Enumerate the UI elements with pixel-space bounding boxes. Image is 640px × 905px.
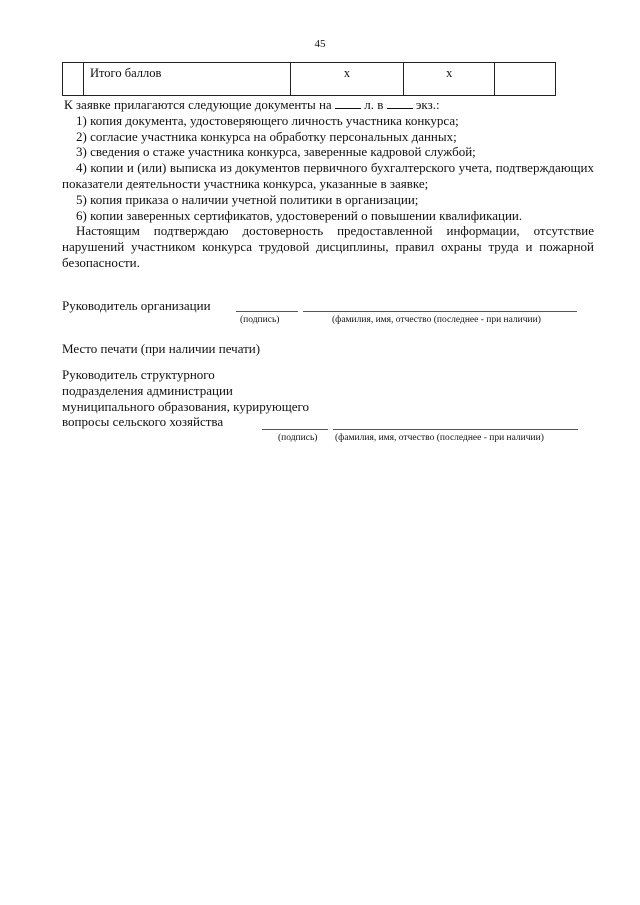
documents-intro-mid: л. в <box>364 97 384 112</box>
document-item: 6) копии заверенных сертификатов, удостоверений о повышении квалификации. <box>76 207 523 223</box>
signature1-name-line <box>303 311 577 312</box>
signature2-label-line: муниципального образования, курирующего <box>62 398 310 414</box>
documents-intro <box>62 97 594 113</box>
signature1-caption-signature: (подпись) <box>240 315 280 325</box>
table-cell-x: х <box>404 63 495 96</box>
signature1-label: Руководитель организации <box>62 298 211 313</box>
table-cell-x: х <box>290 63 404 96</box>
signature2-label <box>62 367 309 430</box>
signature1-caption-name: (фамилия, имя, отчество (последнее - при наличии) <box>332 315 541 325</box>
document-item: 2) согласие участника конкурса на обработку персональных данных; <box>76 128 457 144</box>
signature2-label-line: Руководитель структурного <box>62 367 215 382</box>
signature2-caption-signature: (подпись) <box>278 433 318 443</box>
signature2-caption-name: (фамилия, имя, отчество (последнее - при наличии) <box>335 433 544 443</box>
table-cell-empty <box>495 63 556 96</box>
signature1-sign-line <box>236 311 298 312</box>
document-item: 1) копия документа, удостоверяющего личность участника конкурса; <box>76 112 459 128</box>
document-item: 4) копии и (или) выписка из документов первичного бухгалтерского учета, подтверждающих показатели деятельности участника конкурса, указанные в заявке; <box>62 160 594 191</box>
signature2-sign-line <box>262 429 328 430</box>
documents-intro-end: экз.: <box>415 97 440 112</box>
signature2-label-line: подразделения администрации <box>62 382 233 398</box>
summary-table <box>62 62 556 96</box>
documents-section <box>62 97 594 271</box>
document-item: 3) сведения о стаже участника конкурса, заверенные кадровой службой; <box>76 144 476 160</box>
seal-note: Место печати (при наличии печати) <box>62 341 261 356</box>
signature2-label-line: вопросы сельского хозяйства <box>62 414 224 430</box>
pages-blank <box>335 98 361 109</box>
table-cell-total-label: Итого баллов <box>83 63 290 96</box>
signature2-name-line <box>333 429 578 430</box>
confirmation-text: Настоящим подтверждаю достоверность предоставленной информации, отсутствие нарушений участником конкурса трудовой дисциплины, правил охраны труда и пожарной безопасности. <box>62 223 594 270</box>
page-number: 45 <box>314 38 326 50</box>
table-row <box>63 63 556 96</box>
copies-blank <box>387 98 413 109</box>
document-item: 5) копия приказа о наличии учетной политики в организации; <box>76 191 419 207</box>
documents-intro-start: К заявке прилагаются следующие документы на <box>64 97 332 112</box>
table-cell-empty <box>63 63 84 96</box>
